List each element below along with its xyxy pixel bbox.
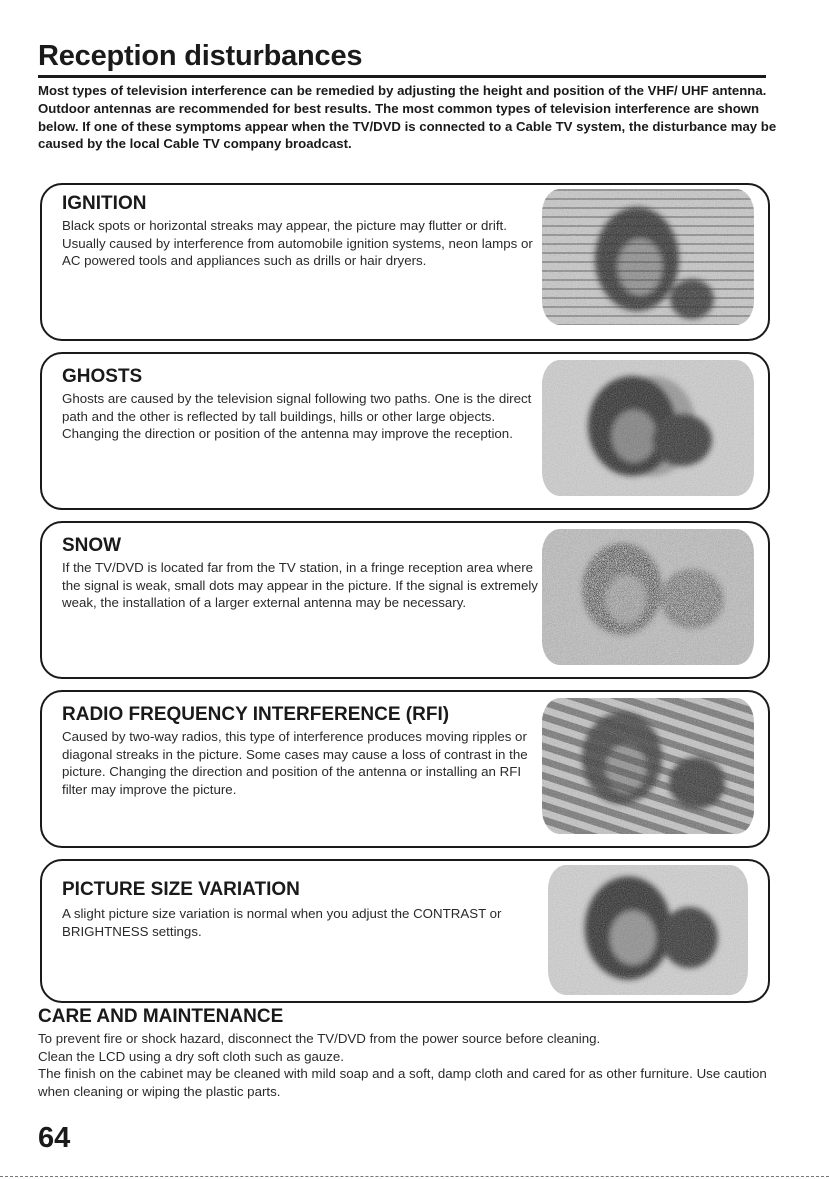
care-heading: CARE AND MAINTENANCE [38, 1006, 284, 1027]
ghosts-heading: GHOSTS [62, 366, 143, 387]
title-underline [38, 75, 766, 78]
picture-size-description: A slight picture size variation is normal when you adjust the CONTRAST or BRIGHTNESS settings. [62, 906, 502, 939]
page-title: Reception disturbances [38, 40, 363, 72]
ghosts-panel [40, 352, 770, 510]
care-line: To prevent fire or shock hazard, disconnect the TV/DVD from the power source before cleaning. [38, 1031, 601, 1046]
care-line: The finish on the cabinet may be cleaned with mild soap and a soft, damp cloth and cared for as other furniture. Use caution when cleaning or wiping the plastic parts. [38, 1066, 767, 1099]
tv-ignition-interference-image [542, 189, 754, 325]
page-number: 64 [38, 1122, 71, 1154]
tv-picture-size-image [548, 865, 748, 995]
ignition-description: Black spots or horizontal streaks may appear, the picture may flutter or drift. Usually caused by interference from automobile ignition systems, neon lamps or AC powered tools and appliances such as drills or hair dryers. [62, 218, 533, 269]
picture-size-heading: PICTURE SIZE VARIATION [62, 879, 300, 900]
picture-size-panel [40, 859, 770, 1003]
snow-panel [40, 521, 770, 679]
tv-snow-image [542, 529, 754, 665]
snow-description: If the TV/DVD is located far from the TV station, in a fringe reception area where the signal is weak, small dots may appear in the picture. If the signal is extremely weak, the installation of a larger external antenna may be necessary. [62, 560, 538, 611]
rfi-panel [40, 690, 770, 848]
tv-rfi-image [542, 698, 754, 834]
snow-heading: SNOW [62, 535, 122, 556]
care-text [38, 1030, 798, 1100]
ignition-panel [40, 183, 770, 341]
care-line: Clean the LCD using a dry soft cloth such as gauze. [38, 1048, 344, 1064]
tv-ghosts-image [542, 360, 754, 496]
ghosts-description: Ghosts are caused by the television signal following two paths. One is the direct path and the other is reflected by tall buildings, hills or other large objects. Changing the direction or position of the antenna may improve the reception. [62, 391, 532, 442]
rfi-description: Caused by two-way radios, this type of interference produces moving ripples or diagonal streaks in the picture. Some cases may cause a loss of contrast in the picture. Changing the direction and position of the antenna or installing an RFI filter may improve the picture. [62, 729, 528, 797]
ignition-heading: IGNITION [62, 193, 147, 214]
rfi-heading: RADIO FREQUENCY INTERFERENCE (RFI) [62, 704, 450, 725]
intro-paragraph: Most types of television interference can be remedied by adjusting the height and position of the VHF/ UHF antenna. Outdoor antennas are recommended for best results. The most common types of television interference are shown below. If one of these symptoms appear when the TV/DVD is connected to a Cable TV system, the disturbance may be caused by the local Cable TV company broadcast. [38, 83, 777, 152]
bottom-divider [0, 1176, 829, 1177]
